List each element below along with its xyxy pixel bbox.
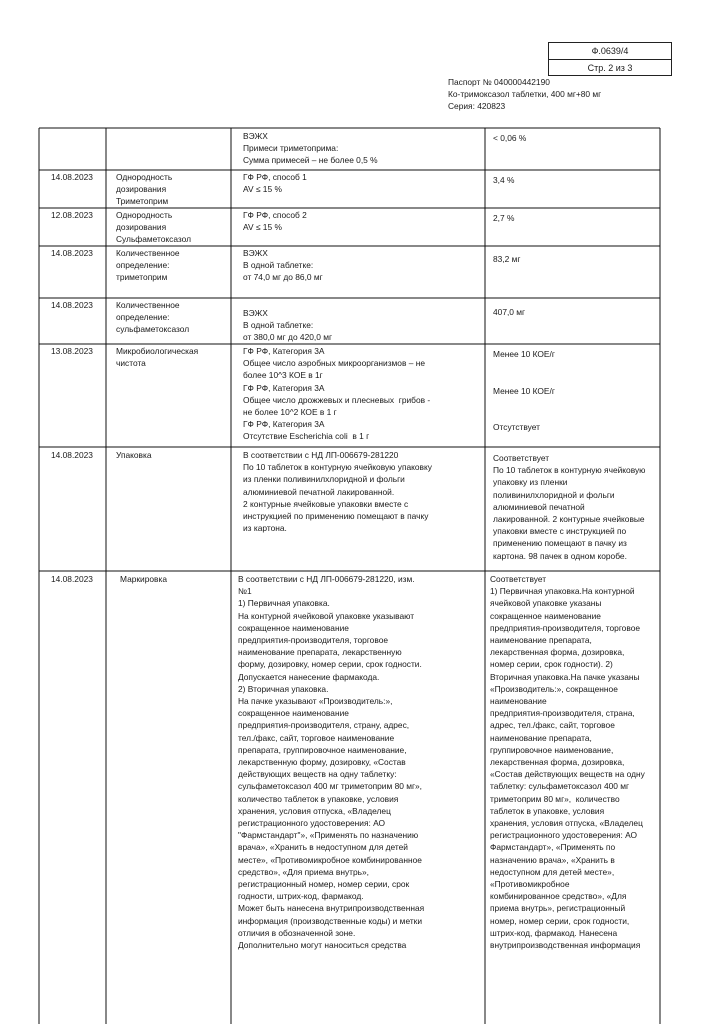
test-name-cell: Однородность дозирования Сульфаметоксазол [116,210,192,245]
date-cell: 14.08.2023 [51,450,93,460]
result-cell: Соответствует 1) Первичная упаковка.На контурной ячейковой упаковке указаны сокращенное наименование предприятия-производителя, торговое наименование препарата, лекарственная форма, дозировка, номер серии, срок годности). 2) Вторичная упаковка.На пачке указаны «Производитель:», сокращенное наименование предприятия-производителя, страна, адрес, тел./факс, сайт, торговое наименование препарата, группировочное наименование, лекарственная форма, дозировка, «Состав действующих веществ на одну таблетку: сульфаметоксазол 400 мг триметоприм 80 мг», количество таблеток в упаковке, условия хранения, условия отпуска, «Владелец регистрационного удостоверения: АО Фармстандарт», «Применять по назначению врача», «Хранить в недоступном для детей месте», «Противомикробное комбинированное средство», «Для приема внутрь», регистрационный номер, номер серии, срок годности, штрих-код, фармакод. Нанесена внутрипроизводственная информация [490,574,645,951]
method-cell: ГФ РФ, способ 2 AV ≤ 15 % [243,210,307,233]
method-cell: ГФ РФ, Категория 3А Общее число аэробных микроорганизмов – не более 10^3 КОЕ в 1г ГФ РФ, Категория 3А Общее число дрожжевых и плесневых грибов - не более 10^2 КОЕ в 1 г ГФ РФ, Категория 3А Отсутствие Escherichia coli в 1 г [243,346,431,442]
series-number: Серия: 420823 [448,101,506,111]
passport-number: Паспорт № 040000442190 [448,77,550,87]
date-cell: 14.08.2023 [51,172,93,182]
test-name-cell: Микробиологическая чистота [116,346,199,369]
test-name-cell: Маркировка [120,574,167,584]
method-cell: В соответствии с НД ЛП-006679-281220 По 10 таблеток в контурную ячейковую упаковку из пленки поливинилхлоридной и фольги алюминиевой печатной лакированной. 2 контурные ячейковые упаковки вместе с инструкцией по применению помещают в пачку из картона. [243,450,432,534]
method-cell: ВЭЖХ В одной таблетке: от 74,0 мг до 86,0 мг [243,248,323,283]
test-name-cell: Однородность дозирования Триметоприм [116,172,173,207]
result-cell: 3,4 % [493,175,515,185]
result-cell: Соответствует По 10 таблеток в контурную ячейковую упаковку из пленки поливинилхлоридной и фольги алюминиевой печатной лакированной. 2 контурные ячейковые упаковки вместе с инструкцией по применению помещают в пачку из картона. 98 пачек в одном коробе. [493,453,646,561]
result-cell: Менее 10 КОЕ/г Менее 10 КОЕ/г Отсутствует [493,349,555,433]
method-cell: ВЭЖХ В одной таблетке: от 380,0 мг до 420,0 мг [243,308,333,343]
result-cell: 2,7 % [493,213,515,223]
method-cell: В соответствии с НД ЛП-006679-281220, изм. №1 1) Первичная упаковка. На контурной ячейковой упаковке указывают сокращенное наименование предприятия-производителя, торговое наименование препарата, лекарственную форму, дозировку, номер серии, срок годности. Допускается нанесение фармакода. 2) Вторичная упаковка. На пачке указывают «Производитель:», сокращенное наименование предприятия-производителя, страну, адрес, тел./факс, сайт, торговое наименование препарата, группировочное наименование, лекарственную форму, дозировку, «Состав действующих веществ на одну таблетку: сульфаметоксазол 400 мг триметоприм 80 мг», количество таблеток в упаковке, условия хранения, условия отпуска, «Владелец регистрационного удостоверения: АО "Фармстандарт"», «Применять по назначению врача», «Хранить в недоступном для детей месте», «Противомикробное комбинированное средство», «Для приема внутрь», регистрационный номер, номер серии, срок годности, штрих-код, фармакод. Может быть нанесена внутрипроизводственная информация (производственные коды) и метки отличия в обозначенной зоне. Дополнительно могут наноситься средства [238,574,425,951]
form-code-box [548,42,672,76]
product-name: Ко-тримоксазол таблетки, 400 мг+80 мг [448,89,602,99]
date-cell: 12.08.2023 [51,210,93,220]
method-cell: ГФ РФ, способ 1 AV ≤ 15 % [243,172,307,195]
passport-header [448,76,601,112]
page-number: Стр. 2 из 3 [549,59,671,76]
test-name-cell: Количественное определение: триметоприм [116,248,180,283]
test-name-cell: Количественное определение: сульфаметоксазол [116,300,190,335]
date-cell: 13.08.2023 [51,346,93,356]
date-cell: 14.08.2023 [51,248,93,258]
result-cell: 407,0 мг [493,307,526,317]
date-cell: 14.08.2023 [51,574,93,584]
table-row: ВЭЖХ Примеси триметоприма: Сумма примесей – не более 0,5 % [243,131,378,166]
form-code: Ф.0639/4 [591,46,629,56]
test-name-cell: Упаковка [116,450,152,460]
result-cell: 83,2 мг [493,254,521,264]
result-cell: < 0,06 % [493,133,527,143]
date-cell: 14.08.2023 [51,300,93,310]
